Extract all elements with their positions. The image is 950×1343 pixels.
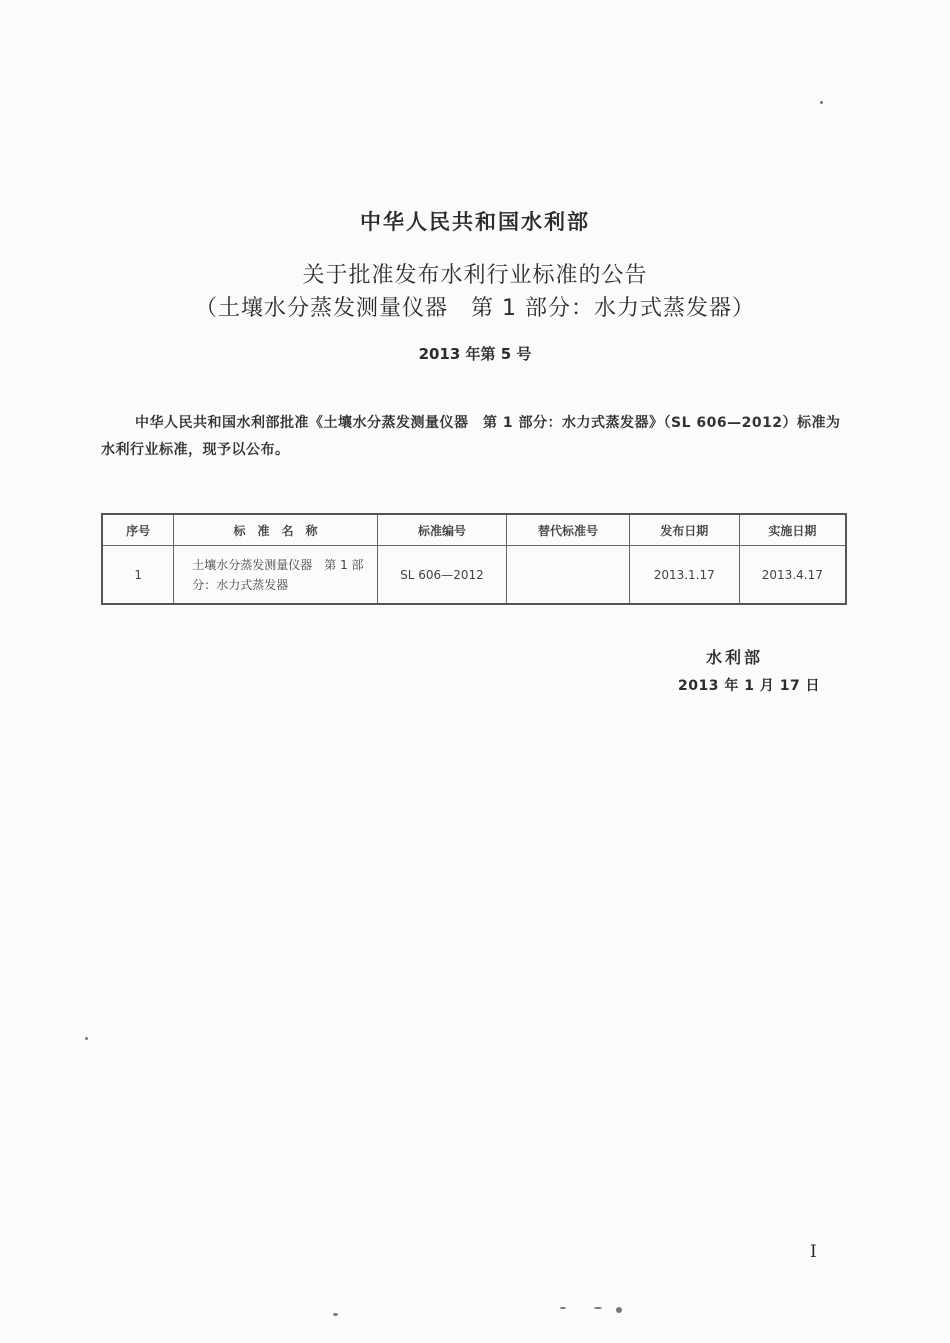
announcement-subtitle: （土壤水分蒸发测量仪器 第 1 部分：水力式蒸发器）	[195, 296, 755, 321]
header-standard-name: 标 准 名 称	[174, 514, 377, 546]
document-number: 2013 年第 5 号	[418, 345, 532, 363]
header-serial: 序号	[102, 514, 174, 546]
page-number: I	[810, 1242, 817, 1262]
ministry-header: 中华人民共和国水利部	[360, 210, 590, 234]
standards-table	[101, 513, 847, 605]
cell-effective-date: 2013.4.17	[739, 546, 846, 605]
header-standard-code: 标准编号	[377, 514, 507, 546]
scan-speck	[820, 101, 823, 104]
announcement-title: 关于批准发布水利行业标准的公告	[302, 263, 648, 288]
cell-serial: 1	[102, 546, 174, 605]
scan-speck	[560, 1307, 566, 1309]
table-row	[102, 546, 846, 605]
cell-standard-code: SL 606—2012	[377, 546, 507, 605]
scan-speck	[594, 1307, 602, 1309]
header-replaced-code: 替代标准号	[507, 514, 630, 546]
cell-standard-name: 土壤水分蒸发测量仪器 第 1 部分：水力式蒸发器	[174, 546, 377, 605]
scan-speck	[85, 1037, 88, 1040]
signature-date: 2013 年 1 月 17 日	[678, 678, 821, 694]
header-effective-date: 实施日期	[739, 514, 846, 546]
table-header-row	[102, 514, 846, 546]
header-issue-date: 发布日期	[629, 514, 739, 546]
cell-replaced-code	[507, 546, 630, 605]
scan-speck	[333, 1313, 338, 1316]
cell-issue-date: 2013.1.17	[629, 546, 739, 605]
signer: 水利部	[706, 648, 764, 667]
announcement-paragraph: 中华人民共和国水利部批准《土壤水分蒸发测量仪器 第 1 部分：水力式蒸发器》（SL 606—2012）标准为水利行业标准，现予以公布。	[101, 415, 841, 458]
scan-speck	[616, 1307, 622, 1313]
